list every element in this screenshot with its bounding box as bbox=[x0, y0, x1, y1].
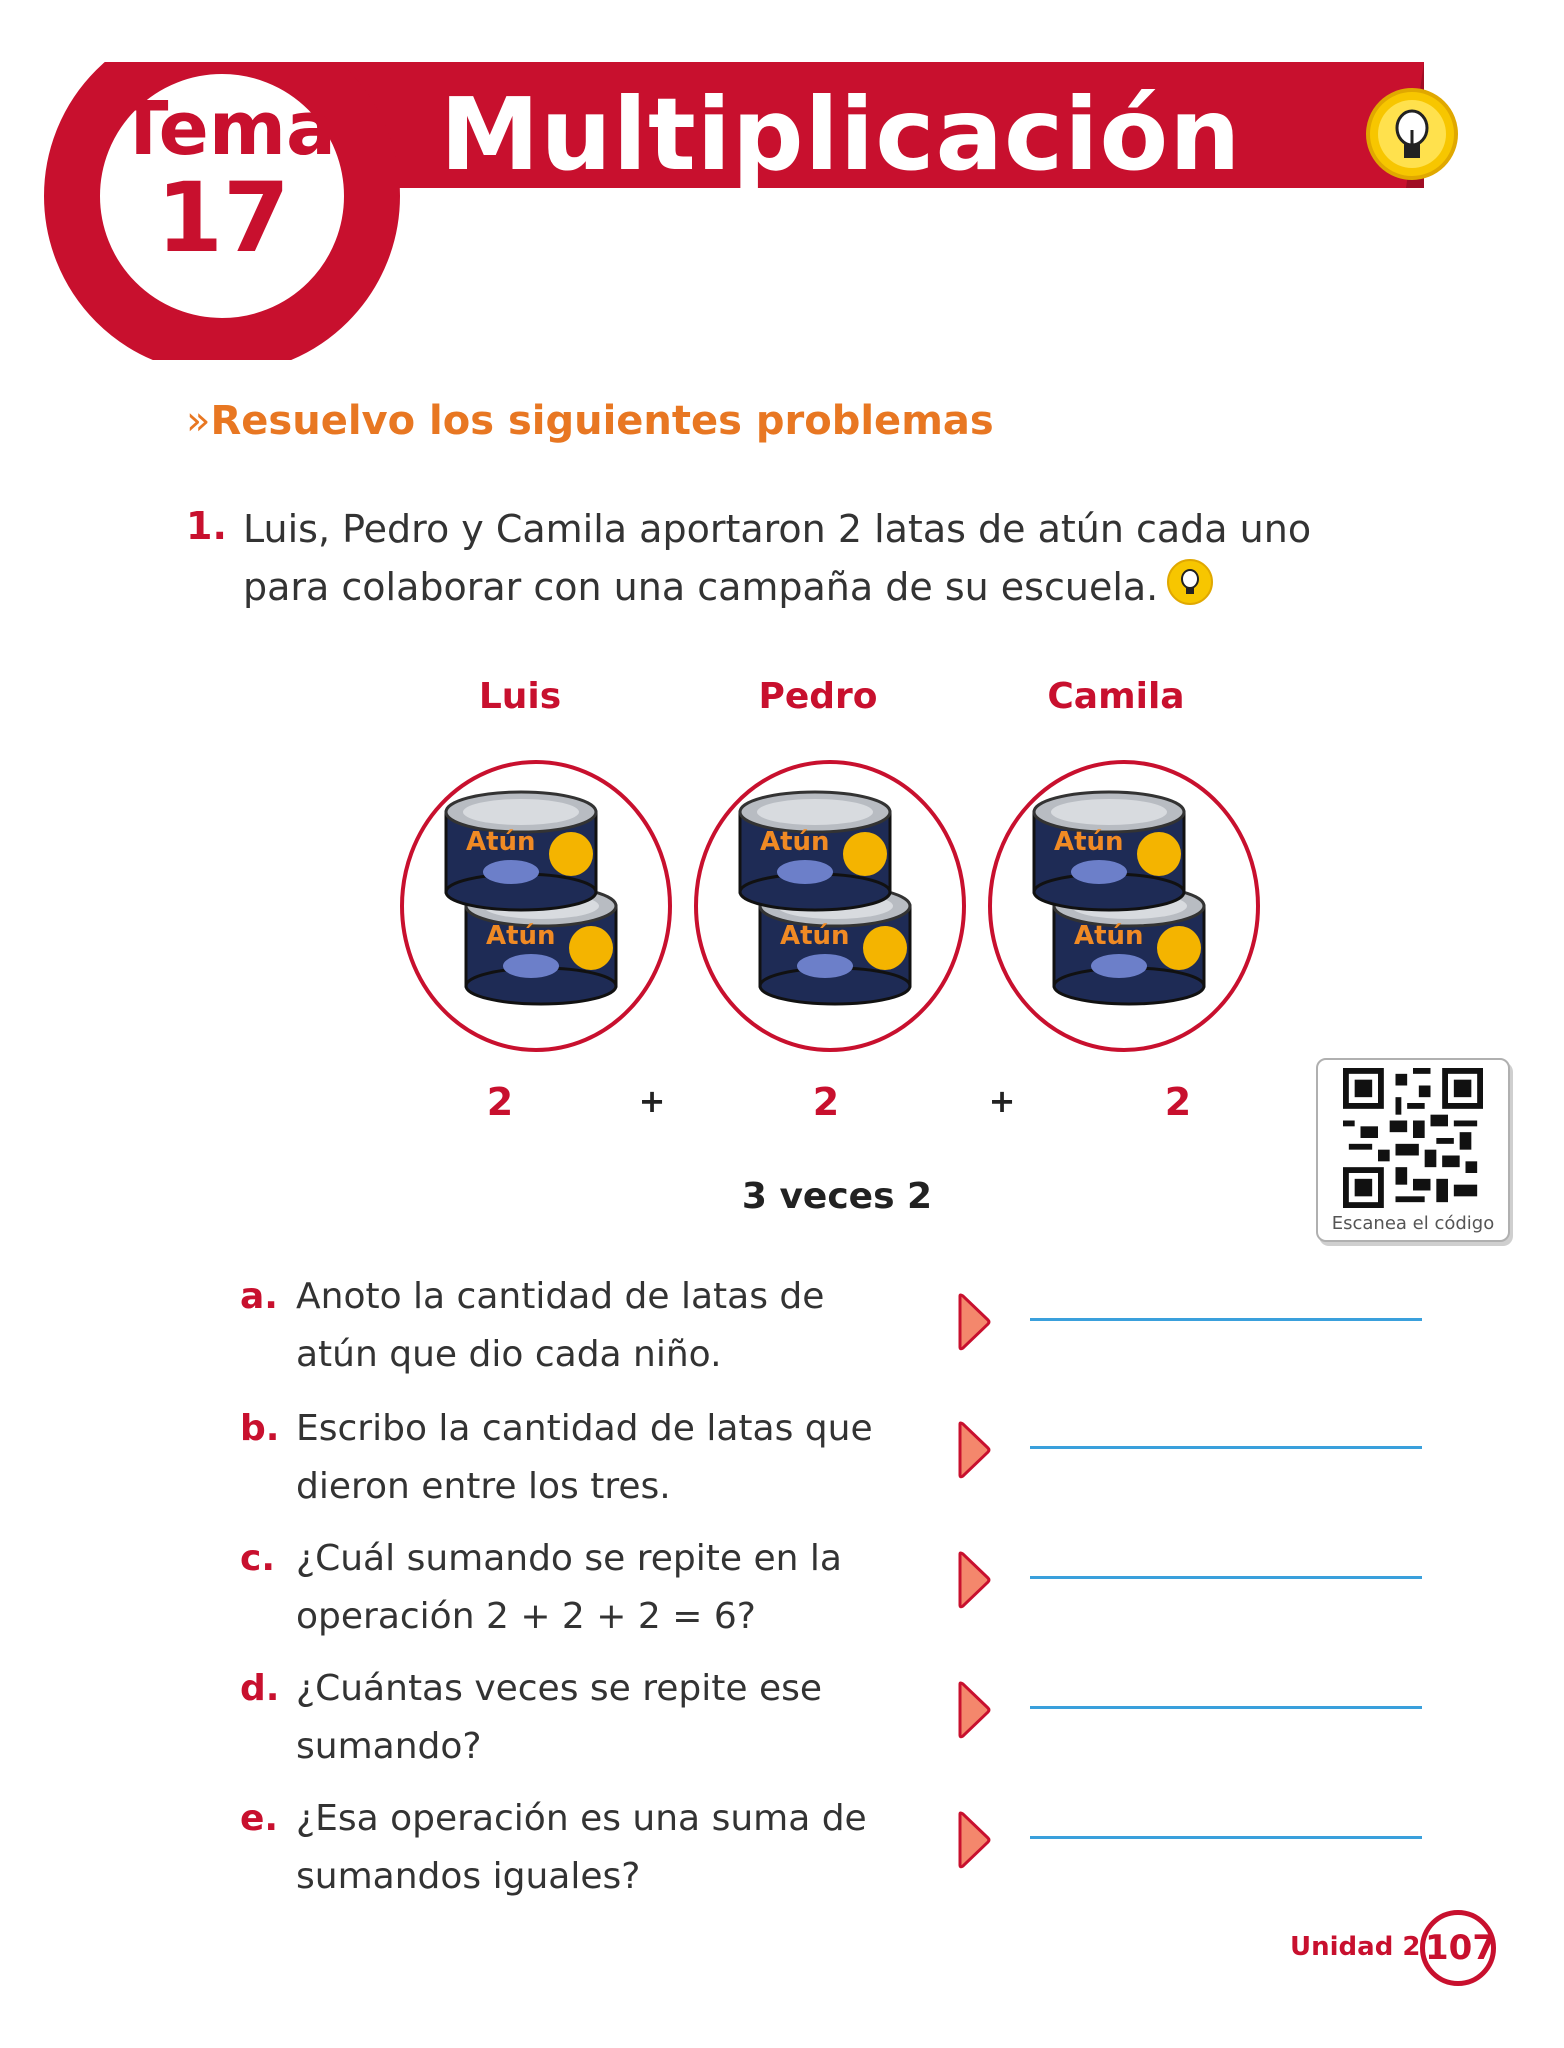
question-e: ¿Esa operación es una suma de sumandos iguales? bbox=[296, 1798, 867, 1897]
answer-arrow-icon bbox=[956, 1550, 992, 1610]
qr-label: Escanea el código bbox=[1331, 1213, 1495, 1234]
count-pedro: 2 bbox=[812, 1080, 840, 1124]
answer-line-d[interactable] bbox=[1030, 1706, 1422, 1709]
tema-label: Tema bbox=[118, 86, 336, 172]
qr-card[interactable] bbox=[1316, 1058, 1510, 1242]
question-letter-a: a. bbox=[240, 1276, 278, 1317]
tuna-can bbox=[740, 792, 890, 910]
can-label: Atún bbox=[1074, 921, 1144, 951]
count-luis: 2 bbox=[486, 1080, 514, 1124]
lightbulb-icon bbox=[1364, 86, 1460, 182]
answer-line-a[interactable] bbox=[1030, 1318, 1422, 1321]
repeated-addition-summary: 3 veces 2 bbox=[741, 1176, 933, 1217]
question-letter-b: b. bbox=[240, 1408, 280, 1449]
question-b: Escribo la cantidad de latas que dieron entre los tres. bbox=[296, 1408, 873, 1507]
can-label: Atún bbox=[780, 921, 850, 951]
count-camila: 2 bbox=[1164, 1080, 1192, 1124]
can-group-camila bbox=[984, 756, 1264, 1056]
page-number: 107 bbox=[1420, 1910, 1496, 1986]
problem-number: 1. bbox=[186, 504, 227, 548]
problem-statement bbox=[243, 500, 1383, 616]
answer-arrow-icon bbox=[956, 1420, 992, 1480]
can-label: Atún bbox=[1054, 827, 1124, 857]
question-a: Anoto la cantidad de latas de atún que dio cada niño. bbox=[296, 1276, 825, 1375]
answer-line-b[interactable] bbox=[1030, 1446, 1422, 1449]
plus-sign: + bbox=[988, 1082, 1016, 1120]
section-title bbox=[186, 398, 994, 444]
answer-line-c[interactable] bbox=[1030, 1576, 1422, 1579]
lightbulb-icon bbox=[1166, 558, 1214, 606]
child-name-pedro: Pedro bbox=[758, 676, 878, 717]
problem-text: Luis, Pedro y Camila aportaron 2 latas de atún cada uno para colaborar con una campaña de su escuela. bbox=[243, 507, 1312, 609]
footer-unit: Unidad 2 bbox=[1290, 1932, 1421, 1962]
can-label: Atún bbox=[486, 921, 556, 951]
question-letter-d: d. bbox=[240, 1668, 280, 1709]
question-letter-c: c. bbox=[240, 1538, 276, 1579]
child-name-luis: Luis bbox=[478, 676, 562, 717]
tuna-can bbox=[446, 792, 596, 910]
can-group-pedro bbox=[690, 756, 970, 1056]
can-group-luis bbox=[396, 756, 676, 1056]
answer-line-e[interactable] bbox=[1030, 1836, 1422, 1839]
plus-sign: + bbox=[638, 1082, 666, 1120]
answer-arrow-icon bbox=[956, 1680, 992, 1740]
section-marker: » bbox=[186, 398, 211, 444]
page-title: Multiplicación bbox=[440, 76, 1242, 193]
question-letter-e: e. bbox=[240, 1798, 279, 1839]
can-label: Atún bbox=[760, 827, 830, 857]
question-d: ¿Cuántas veces se repite ese sumando? bbox=[296, 1668, 823, 1767]
answer-arrow-icon bbox=[956, 1292, 992, 1352]
child-name-camila: Camila bbox=[1047, 676, 1185, 717]
section-title-text: Resuelvo los siguientes problemas bbox=[210, 398, 994, 444]
tuna-can bbox=[1034, 792, 1184, 910]
tema-number: 17 bbox=[156, 162, 290, 274]
question-c: ¿Cuál sumando se repite en la operación 2 + 2 + 2 = 6? bbox=[296, 1538, 842, 1637]
can-label: Atún bbox=[466, 827, 536, 857]
qr-code-icon bbox=[1341, 1068, 1485, 1208]
answer-arrow-icon bbox=[956, 1810, 992, 1870]
